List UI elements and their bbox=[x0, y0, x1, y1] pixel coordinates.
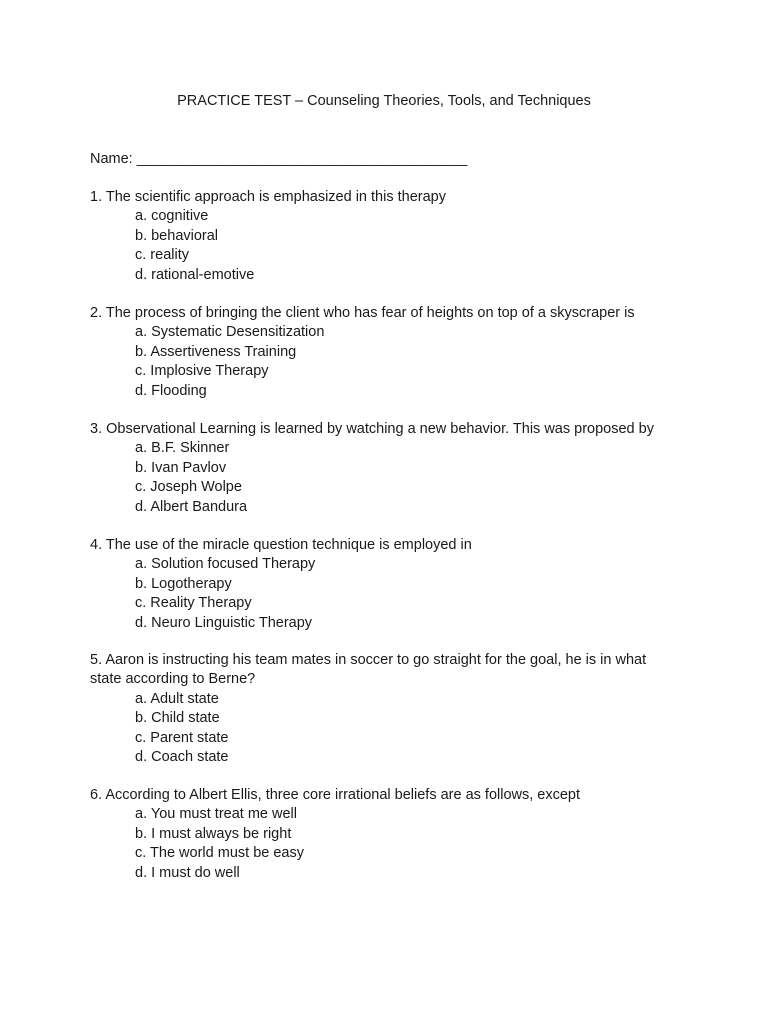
question-text: 5. Aaron is instructing his team mates in soccer to go straight for the goal, he is in what state according to Berne? bbox=[90, 652, 647, 688]
answer-option-a: a. Adult state bbox=[135, 690, 219, 707]
answer-option-b: b. Child state bbox=[135, 710, 220, 727]
question-text: 2. The process of bringing the client who has fear of heights on top of a skyscraper is bbox=[90, 305, 635, 321]
answer-options bbox=[90, 690, 690, 768]
answer-option-d: d. Neuro Linguistic Therapy bbox=[135, 614, 313, 631]
question-1 bbox=[90, 188, 690, 285]
answer-option-c: c. Reality Therapy bbox=[135, 595, 252, 612]
answer-option-a: a. Systematic Desensitization bbox=[135, 324, 325, 341]
question-2 bbox=[90, 304, 690, 401]
answer-options bbox=[90, 207, 690, 285]
question-5 bbox=[90, 651, 690, 767]
question-text: 1. The scientific approach is emphasized in this therapy bbox=[90, 189, 446, 205]
answer-option-a: a. cognitive bbox=[135, 208, 209, 225]
answer-option-d: d. rational-emotive bbox=[135, 266, 255, 283]
answer-option-c: c. Implosive Therapy bbox=[135, 363, 269, 380]
answer-option-c: c. Parent state bbox=[135, 729, 229, 746]
answer-option-c: c. The world must be easy bbox=[135, 845, 304, 862]
answer-option-c: c. reality bbox=[135, 247, 189, 264]
answer-option-d: d. Coach state bbox=[135, 749, 229, 766]
answer-options bbox=[90, 439, 690, 517]
answer-option-a: a. B.F. Skinner bbox=[135, 440, 230, 457]
answer-option-d: d. Albert Bandura bbox=[135, 498, 248, 515]
question-text: 4. The use of the miracle question technique is employed in bbox=[90, 537, 472, 553]
answer-option-b: b. behavioral bbox=[135, 227, 219, 244]
question-4 bbox=[90, 536, 690, 633]
question-6 bbox=[90, 786, 690, 883]
question-text: 3. Observational Learning is learned by watching a new behavior. This was proposed by bbox=[90, 421, 654, 437]
document-title: PRACTICE TEST – Counseling Theories, Tools, and Techniques bbox=[177, 93, 591, 109]
answer-option-b: b. Logotherapy bbox=[135, 575, 232, 592]
answer-options bbox=[90, 323, 690, 401]
answer-option-d: d. I must do well bbox=[135, 864, 240, 881]
answer-option-a: a. You must treat me well bbox=[135, 806, 297, 823]
answer-options bbox=[90, 805, 690, 883]
answer-option-b: b. Assertiveness Training bbox=[135, 343, 297, 360]
answer-options bbox=[90, 555, 690, 633]
answer-option-b: b. Ivan Pavlov bbox=[135, 459, 227, 476]
answer-option-b: b. I must always be right bbox=[135, 825, 292, 842]
question-text: 6. According to Albert Ellis, three core irrational beliefs are as follows, except bbox=[90, 787, 581, 803]
question-3 bbox=[90, 420, 690, 517]
answer-option-a: a. Solution focused Therapy bbox=[135, 556, 316, 573]
name-field-line: Name: _________________________________________ bbox=[90, 151, 468, 167]
answer-option-c: c. Joseph Wolpe bbox=[135, 479, 242, 496]
answer-option-d: d. Flooding bbox=[135, 382, 207, 399]
